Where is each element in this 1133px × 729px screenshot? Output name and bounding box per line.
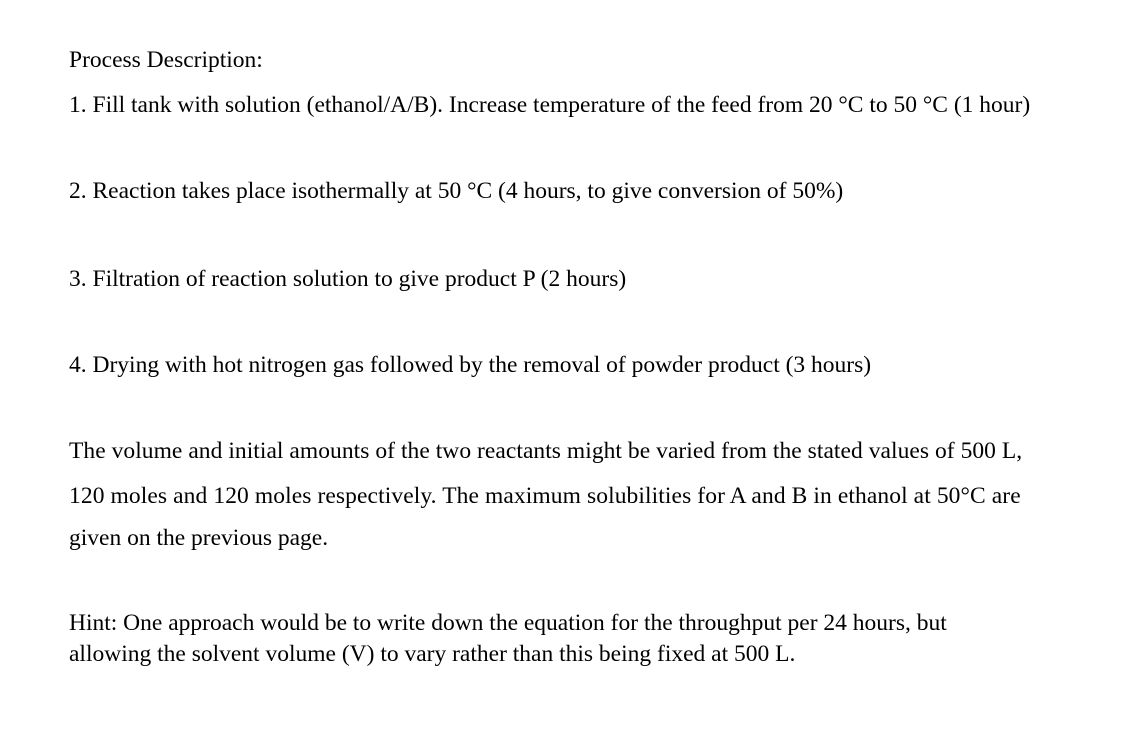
paragraph-line: The volume and initial amounts of the two reactants might be varied from the stated values of 500 L, xyxy=(69,438,1023,464)
paragraph-line: 120 moles and 120 moles respectively. The maximum solubilities for A and B in ethanol at 50°C are xyxy=(69,483,1021,509)
section-heading: Process Description: xyxy=(69,47,263,73)
process-step-1: 1. Fill tank with solution (ethanol/A/B). Increase temperature of the feed from 20 °C to 50 °C (1 hour) xyxy=(69,92,1031,118)
process-step-4: 4. Drying with hot nitrogen gas followed by the removal of powder product (3 hours) xyxy=(69,352,872,378)
paragraph-line: given on the previous page. xyxy=(69,525,329,551)
hint-line: Hint: One approach would be to write down the equation for the throughput per 24 hours, but xyxy=(69,610,947,636)
hint-line: allowing the solvent volume (V) to vary rather than this being fixed at 500 L. xyxy=(69,641,796,667)
process-step-2: 2. Reaction takes place isothermally at 50 °C (4 hours, to give conversion of 50%) xyxy=(69,178,844,204)
process-step-3: 3. Filtration of reaction solution to give product P (2 hours) xyxy=(69,266,627,292)
